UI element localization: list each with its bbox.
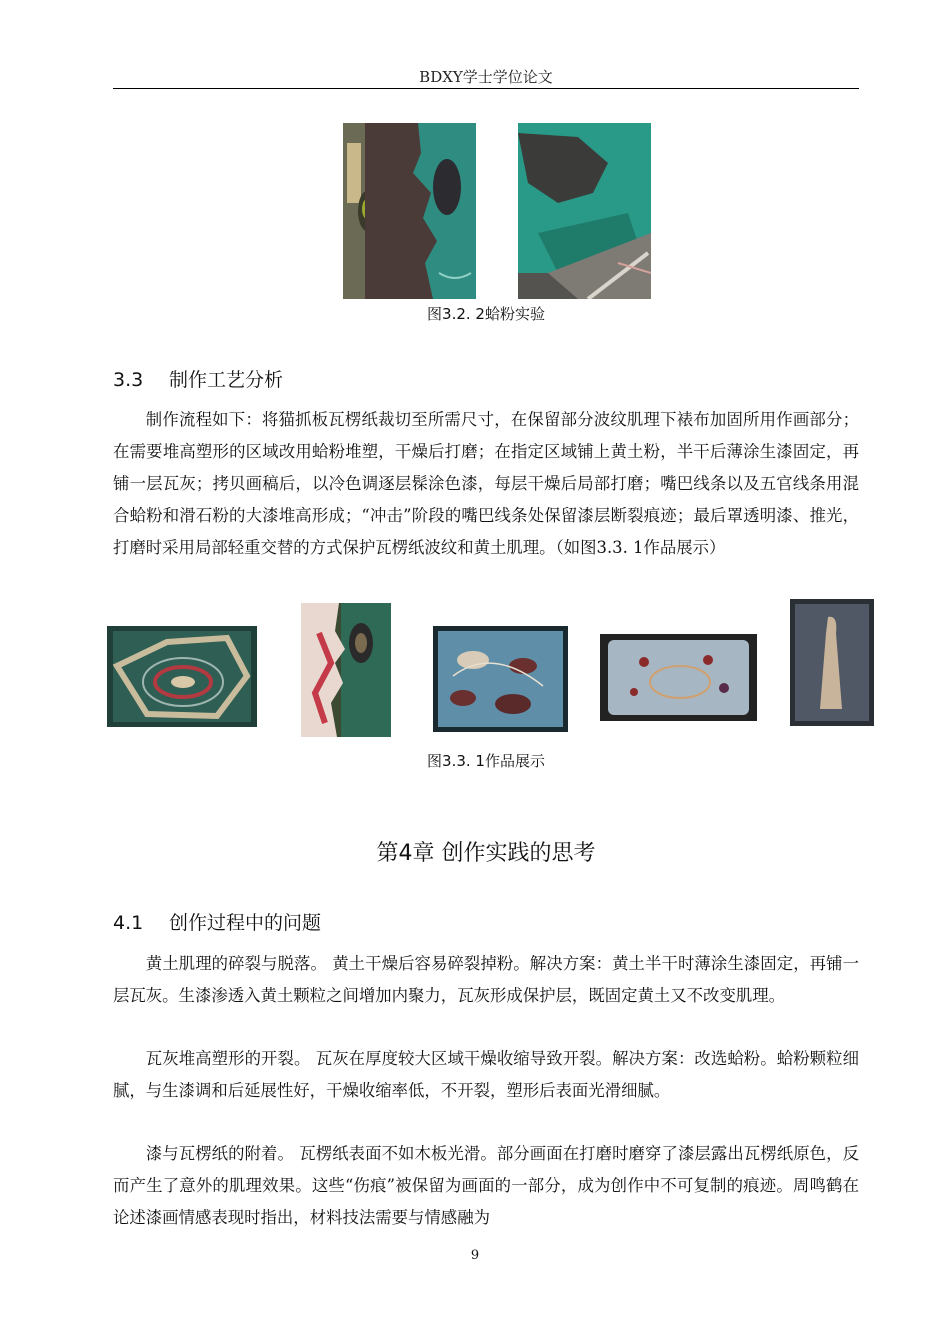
artwork-photo-2 xyxy=(301,603,391,737)
photo-shell-powder-experiment-1 xyxy=(343,123,476,299)
figure-3-2-caption: 图3.2. 2蛤粉实验 xyxy=(427,305,545,323)
artwork-photo-4 xyxy=(600,634,757,721)
section-number: 4.1 xyxy=(113,912,144,934)
artwork-photo-5 xyxy=(790,599,874,726)
chapter-4-title: 第4章 创作实践的思考 xyxy=(376,841,596,866)
section-title: 制作工艺分析 xyxy=(169,369,284,391)
photo-shell-powder-experiment-2 xyxy=(518,123,651,299)
artwork-photo-3 xyxy=(433,626,568,732)
running-header: BDXY学士学位论文 xyxy=(419,68,553,86)
section-title: 创作过程中的问题 xyxy=(169,912,322,934)
figure-3-3-caption: 图3.3. 1作品展示 xyxy=(427,752,545,770)
header-rule xyxy=(113,88,859,89)
section-4-1-heading xyxy=(113,908,321,935)
section-4-1-paragraph-2: 瓦灰堆高塑形的开裂。 瓦灰在厚度较大区域干燥收缩导致开裂。解决方案：改选蛤粉。蛤粉颗粒细腻，与生漆调和后延展性好，干燥收缩率低，不开裂，塑形后表面光滑细腻。 xyxy=(113,1049,859,1100)
section-3-3-paragraph: 制作流程如下：将猫抓板瓦楞纸裁切至所需尺寸，在保留部分波纹肌理下裱布加固所用作画部分；在需要堆高塑形的区域改用蛤粉堆塑，干燥后打磨；在指定区域铺上黄土粉，半干后薄涂生漆固定，再铺一层瓦灰；拷贝画稿后，以冷色调逐层髹涂色漆，每层干燥后局部打磨；嘴巴线条以及五官线条用混合蛤粉和滑石粉的大漆堆高形成；“冲击”阶段的嘴巴线条处保留漆层断裂痕迹；最后罩透明漆、推光，打磨时采用局部轻重交替的方式保护瓦楞纸波纹和黄土肌理。（如图3.3. 1作品展示） xyxy=(113,410,859,557)
artwork-photo-1 xyxy=(107,626,257,727)
page-number: 9 xyxy=(470,1248,480,1263)
section-number: 3.3 xyxy=(113,369,144,391)
section-4-1-paragraph-1: 黄土肌理的碎裂与脱落。 黄土干燥后容易碎裂掉粉。解决方案：黄土半干时薄涂生漆固定，再铺一层瓦灰。生漆渗透入黄土颗粒之间增加内聚力，瓦灰形成保护层，既固定黄土又不改变肌理。 xyxy=(113,954,859,1005)
section-4-1-paragraph-3: 漆与瓦楞纸的附着。 瓦楞纸表面不如木板光滑。部分画面在打磨时磨穿了漆层露出瓦楞纸原色，反而产生了意外的肌理效果。这些“伤痕”被保留为画面的一部分，成为创作中不可复制的痕迹。周鸣鹤在论述漆画情感表现时指出，材料技法需要与情感融为 xyxy=(113,1144,859,1227)
section-3-3-heading xyxy=(113,365,283,392)
